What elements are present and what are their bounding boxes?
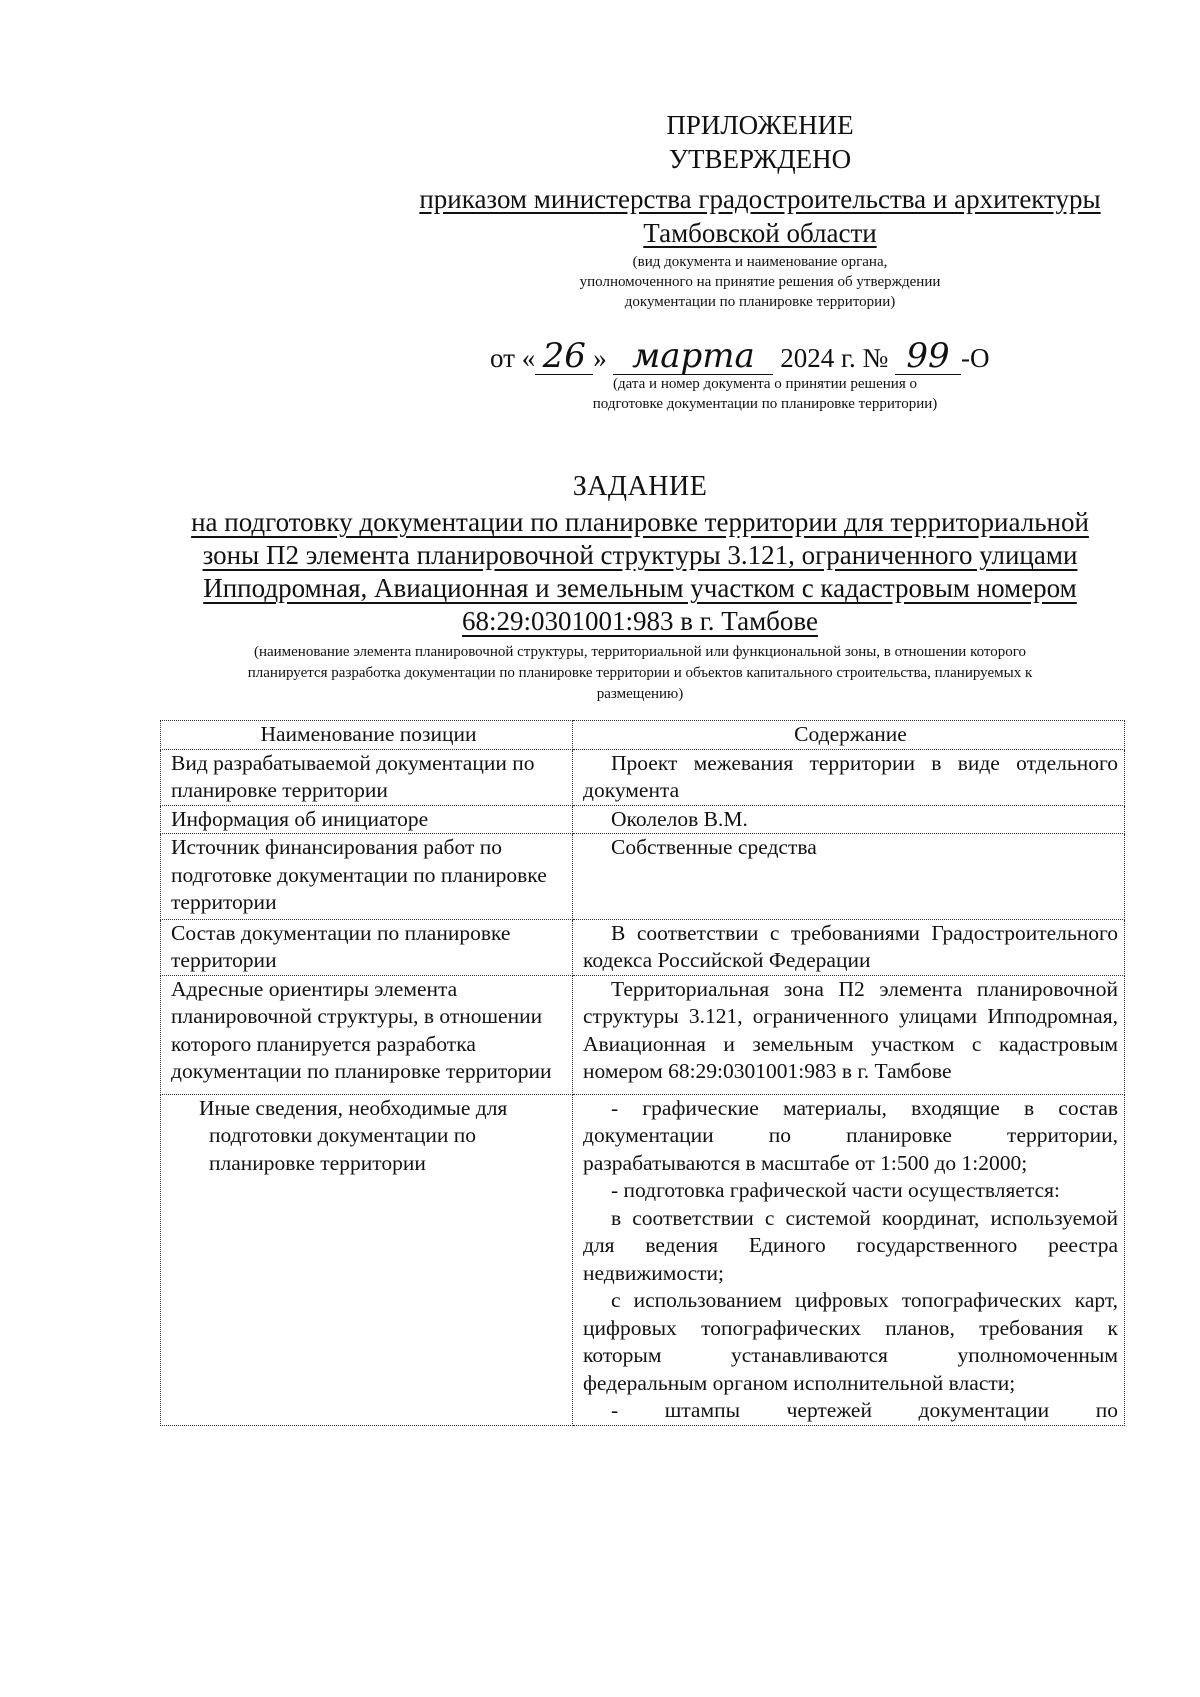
- table-row: [161, 975, 1125, 1094]
- column-header-content: Содержание: [573, 721, 1125, 750]
- date-prefix: от «: [490, 343, 536, 373]
- title-note-1: (наименование элемента планировочной структуры, территориальной или функциональной зоны, в отношении которого: [253, 644, 1027, 660]
- authority-note-2: уполномоченного на принятие решения об утверждении: [579, 274, 941, 290]
- row-name-part-1: Иные сведения, необходимые для: [199, 1095, 508, 1120]
- handwritten-number: 99: [895, 338, 961, 375]
- value-paragraph-4: с использованием цифровых топографических карт, цифровых топографических планов, требования к которым устанавливаются уполномоченным федеральным органом исполнительной власти;: [583, 1288, 1118, 1395]
- table-row: [161, 805, 1125, 834]
- task-subject-line-1: на подготовку документации по планировке территории для территориальной: [191, 507, 1089, 537]
- title-note-2: планируется разработка документации по планировке территории и объектов капитального строительства, планируемых к: [247, 665, 1033, 681]
- date-note-1: (дата и номер документа о принятии решения о: [613, 376, 917, 392]
- value-paragraph-2: - подготовка графической части осуществляется:: [611, 1178, 1061, 1202]
- table-header-row: [161, 721, 1125, 750]
- task-subject-line-3: Ипподромная, Авиационная и земельным участком с кадастровым номером: [203, 573, 1077, 603]
- row-value: [573, 1094, 1125, 1425]
- approving-region: Тамбовской области: [643, 218, 877, 248]
- number-suffix: -О: [961, 343, 990, 373]
- date-note: [520, 374, 1010, 414]
- authority-note-1: (вид документа и наименование органа,: [632, 254, 888, 270]
- date-mid: »: [593, 343, 607, 373]
- row-name-part-2: подготовки документации по планировке территории: [209, 1123, 476, 1175]
- row-value: Территориальная зона П2 элемента планировочной структуры 3.121, ограниченного улицами Ипподромная, Авиационная и земельным участком с кадастровым номером 68:29:0301001:983 в г. Тамбове: [573, 975, 1125, 1094]
- task-subject-line-4: 68:29:0301001:983 в г. Тамбове: [462, 606, 818, 636]
- row-value: Проект межевания территории в виде отдельного документа: [573, 749, 1125, 805]
- appendix-label: ПРИЛОЖЕНИЕ: [666, 110, 854, 140]
- row-name: Вид разрабатываемой документации по планировке территории: [161, 749, 573, 805]
- handwritten-day: 26: [535, 338, 593, 375]
- table-row: [161, 1094, 1125, 1425]
- row-name: Адресные ориентиры элемента планировочной структуры, в отношении которого планируется разработка документации по планировке территории: [161, 975, 573, 1094]
- row-name: Информация об инициаторе: [161, 805, 573, 834]
- approved-label: УТВЕРЖДЕНО: [668, 144, 852, 174]
- row-name: Состав документации по планировке территории: [161, 919, 573, 975]
- order-date-row: [490, 338, 1140, 375]
- authority-note-3: документации по планировке территории): [624, 294, 896, 310]
- table-row: [161, 919, 1125, 975]
- row-name: Источник финансирования работ по подготовке документации по планировке территории: [161, 834, 573, 920]
- value-paragraph-1: - графические материалы, входящие в состав документации по планировке территории, разрабатываются в масштабе от 1:500 до 1:2000;: [583, 1095, 1118, 1175]
- row-value: Околелов В.М.: [573, 805, 1125, 834]
- task-title-block: [150, 470, 1130, 705]
- handwritten-month: марта: [613, 338, 773, 375]
- row-value: В соответствии с требованиями Градостроительного кодекса Российской Федерации: [573, 919, 1125, 975]
- approval-header: [380, 108, 1140, 312]
- title-note-3: размещению): [596, 686, 684, 702]
- task-heading: ЗАДАНИЕ: [572, 471, 708, 502]
- approving-authority: приказом министерства градостроительства и архитектуры: [419, 184, 1101, 214]
- column-header-name: Наименование позиции: [161, 721, 573, 750]
- value-paragraph-5: - штампы чертежей документации по: [611, 1398, 1118, 1422]
- table-row: [161, 834, 1125, 920]
- task-subject-line-2: зоны П2 элемента планировочной структуры 3.121, ограниченного улицами: [202, 540, 1078, 570]
- value-paragraph-3: в соответствии с системой координат, используемой для ведения Единого государственного реестра недвижимости;: [583, 1205, 1118, 1285]
- date-year: 2024 г. №: [780, 343, 889, 373]
- table-row: [161, 749, 1125, 805]
- row-name: [161, 1094, 573, 1425]
- row-value: Собственные средства: [573, 834, 1125, 920]
- task-table: [160, 720, 1125, 1426]
- date-note-2: подготовке документации по планировке территории): [592, 396, 938, 412]
